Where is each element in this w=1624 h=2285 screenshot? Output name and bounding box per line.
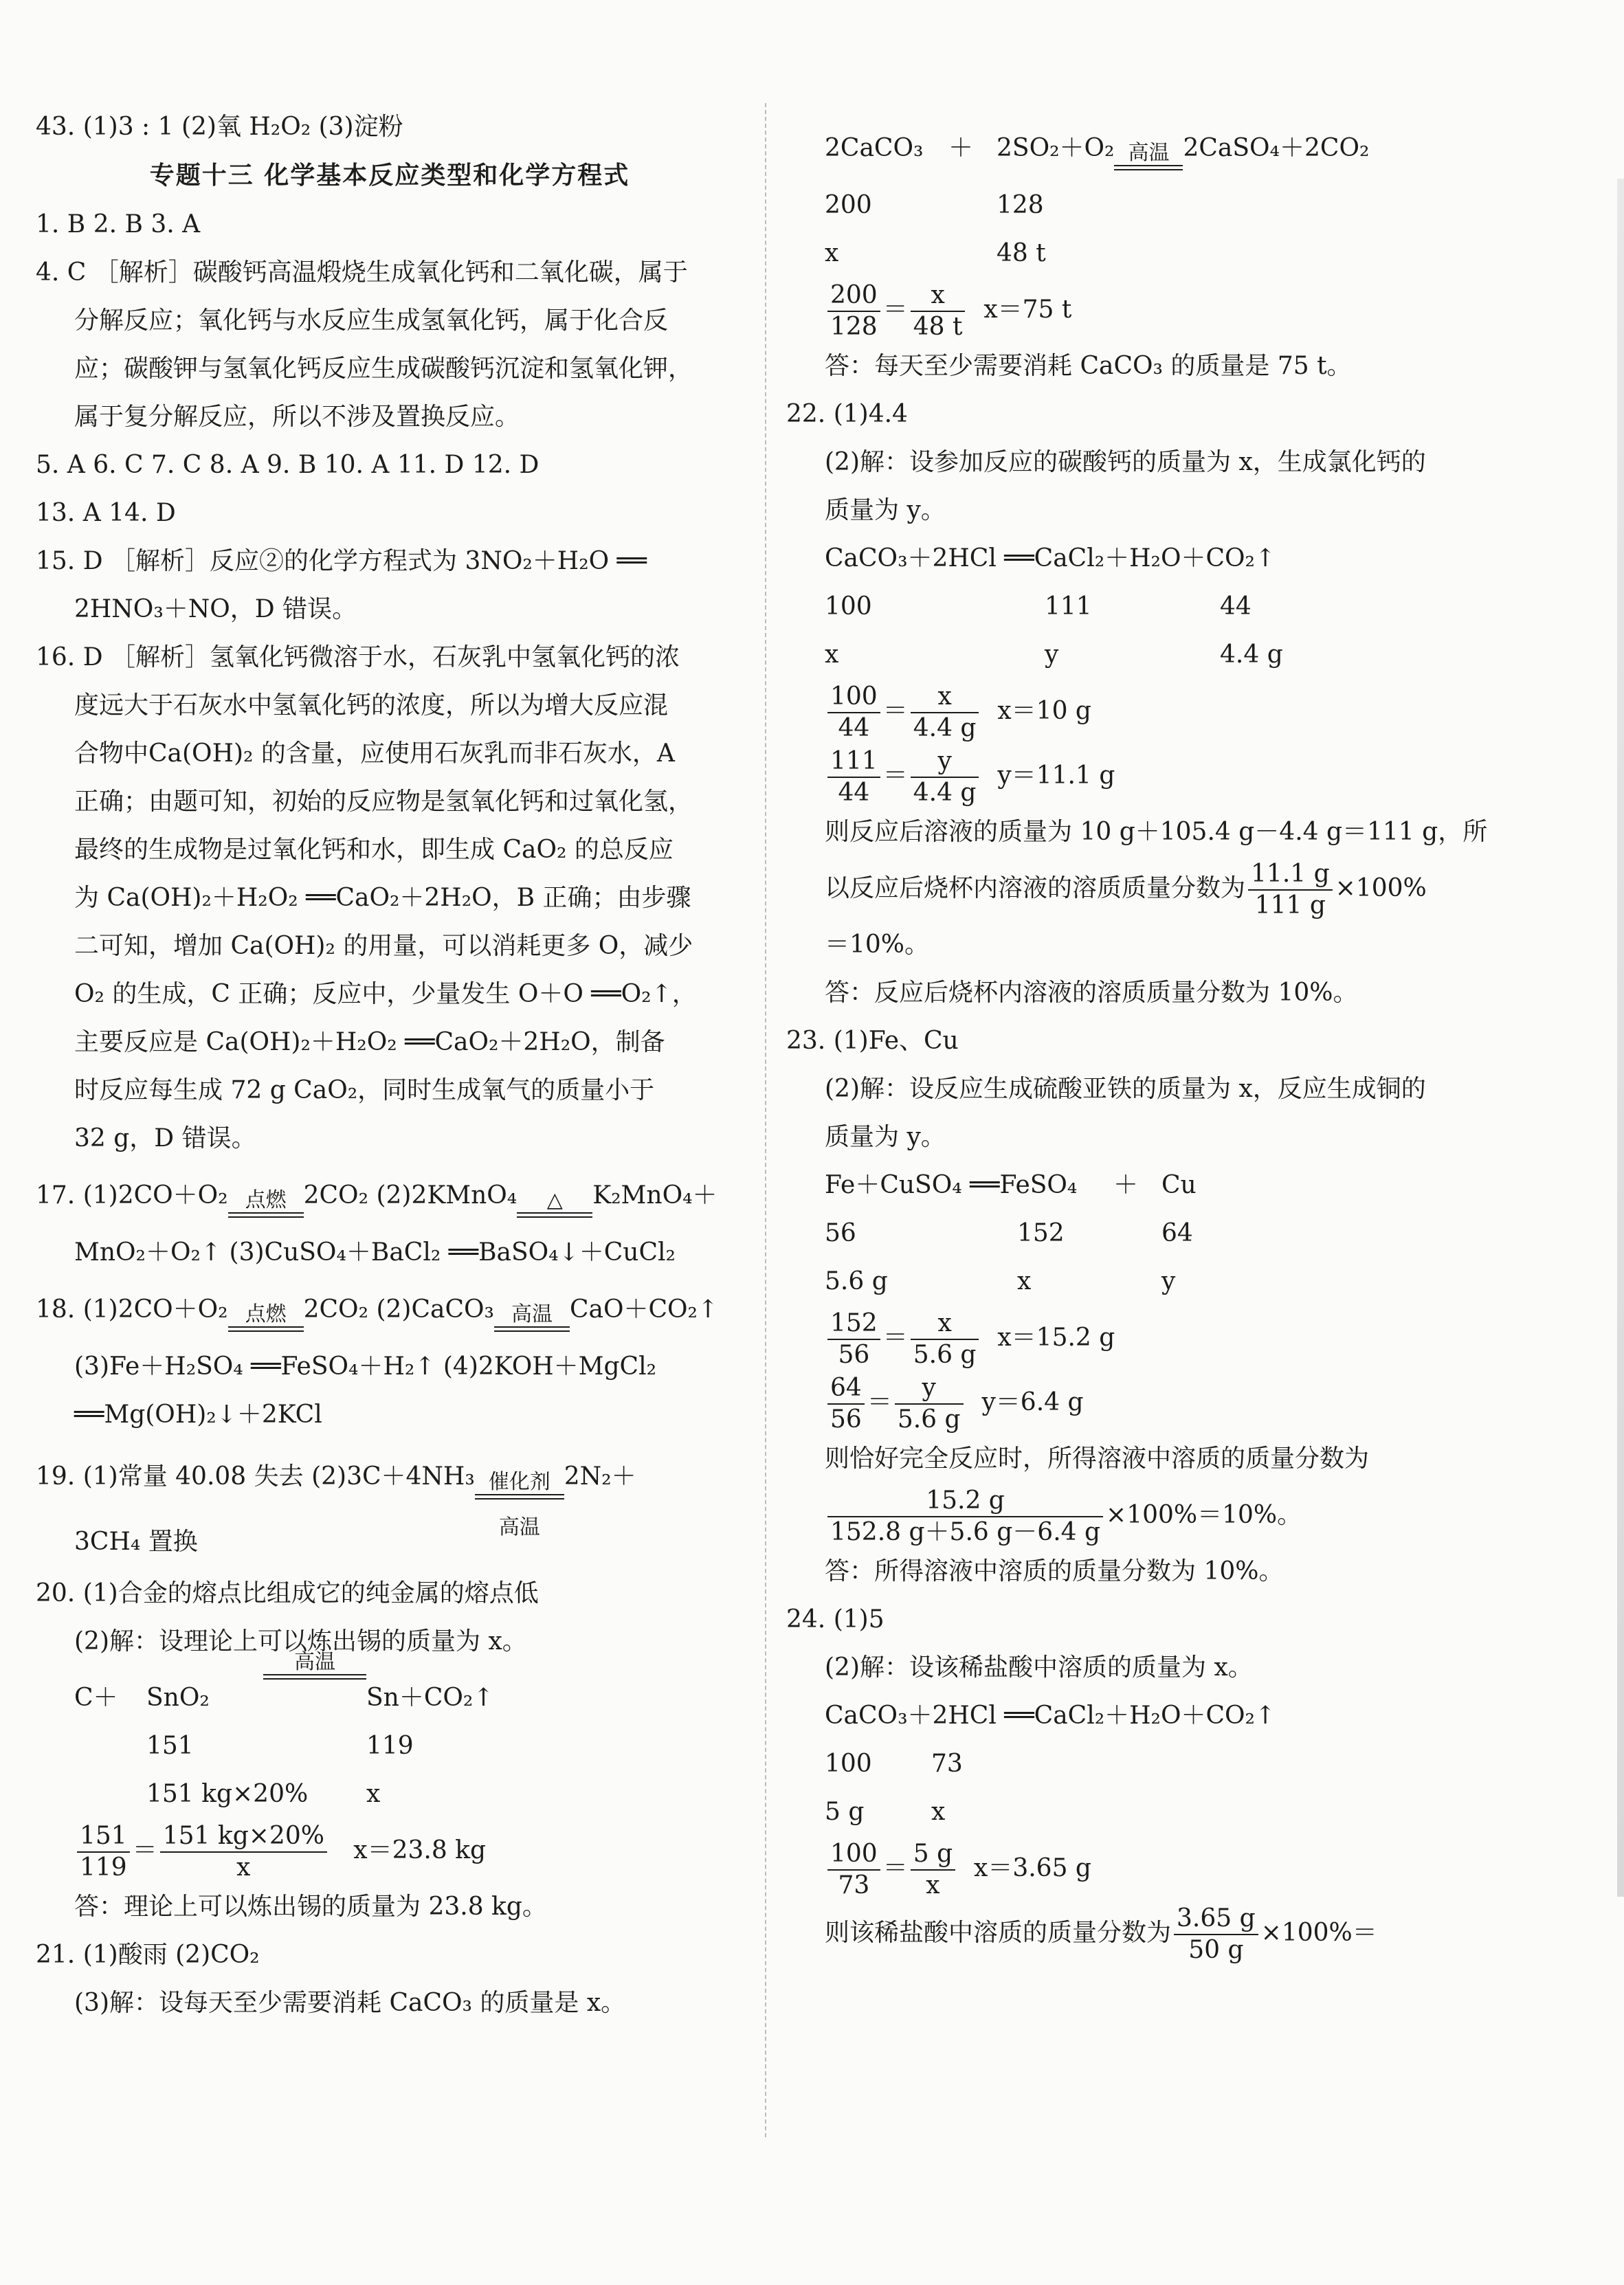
given-mass-row: 151 kg×20% x bbox=[146, 1780, 381, 1808]
reaction-arrow-ignite: 点燃 bbox=[228, 1212, 304, 1229]
answer-43: 43. (1)3 : 1 (2)氧 H₂O₂ (3)淀粉 bbox=[36, 113, 403, 141]
equation-row: C＋ SnO₂ 高温 Sn＋CO₂↑ bbox=[36, 1674, 744, 1722]
answer-18: 18. (1)2CO＋O₂ 点燃 2CO₂ (2)CaCO₃ 高温 CaO＋CO₂↑ (3)Fe＋H₂SO₄ ══FeSO₄＋H₂↑ (4)2KOH＋MgCl₂ ══Mg(OH)₂↓＋2KCl bbox=[36, 1295, 719, 1429]
proportion: $\frac{200}{128}$ ＝ $\frac{x}{48 t}$ x＝75 t bbox=[825, 278, 1553, 342]
page-edge-shadow bbox=[1617, 179, 1624, 1897]
answer-21: 21. (1)酸雨 (2)CO₂ (3)解：设每天至少需要消耗 CaCO₃ 的质量是 x。 bbox=[36, 1941, 626, 2017]
answer-22: 22. (1)4.4 (2)解：设参加反应的碳酸钙的质量为 x，生成氯化钙的 质量为 y。 CaCO₃＋2HCl ══CaCl₂＋H₂O＋CO₂↑ 100 111 44 x y 4.4 g $\frac{100}{44}$ ＝ $\frac{x}{4.4 g}$ x＝10 g $\frac{111}{44}$ ＝ $\frac{y}{4.4 g}$ y＝11.1 g 则反应后溶液的质量为 10 g＋105.4 g－4.4 g＝111 g，所 以反应后烧杯内溶液的溶质质量分数为 $\frac{11.1 g}{111 g}$ ×100% ＝10%。 答：反应后烧杯内溶液的溶质质量分数为 10%。 bbox=[786, 390, 1553, 1017]
proportion-x: $\frac{152}{56}$ ＝ $\frac{x}{5.6 g}$ x＝15.2 g bbox=[786, 1306, 1553, 1370]
answer-17: 17. (1)2CO＋O₂ 点燃 2CO₂ (2)2KMnO₄ △ K₂MnO₄＋ MnO₂＋O₂↑ (3)CuSO₄＋BaCl₂ ══BaSO₄↓＋CuCl₂ bbox=[36, 1181, 718, 1267]
mass-fraction-line: 以反应后烧杯内溶液的溶质质量分数为 $\frac{11.1 g}{111 g}$ ×100% bbox=[825, 860, 1427, 919]
mass-fraction-line: $\frac{15.2 g}{152.8 g+5.6 g-6.4 g}$ ×100%＝10%。 bbox=[786, 1483, 1553, 1548]
answers-13-14: 13. A 14. D bbox=[36, 499, 176, 527]
given-mass-row: x y 4.4 g bbox=[825, 640, 1283, 669]
reaction-arrow-high-temp: 高温 bbox=[1114, 165, 1183, 181]
proportion-y: $\frac{64}{56}$ ＝ $\frac{y}{5.6 g}$ y＝6.4 g bbox=[786, 1370, 1553, 1435]
answer-19: 19. (1)常量 40.08 失去 (2)3C＋4NH₃ 催化剂 高温 2N₂＋ 3CH₄ 置换 bbox=[36, 1462, 636, 1556]
mass-ratio-row: 56 152 64 bbox=[825, 1219, 1193, 1247]
answer-24: 24. (1)5 (2)解：设该稀盐酸中溶质的质量为 x。 CaCO₃＋2HCl ══CaCl₂＋H₂O＋CO₂↑ 100 73 5 g x $\frac{100}{73}$ ＝ $\frac{5 g}{x}$ x＝3.65 g 则该稀盐酸中溶质的质量分数为 $\frac{3.65 g}{50 g}$ ×100%＝ bbox=[786, 1596, 1553, 1965]
mass-fraction-line: 则该稀盐酸中溶质的质量分数为 $\frac{3.65 g}{50 g}$ ×100%＝ bbox=[825, 1904, 1377, 1964]
answers-1-3: 1. B 2. B 3. A bbox=[36, 210, 201, 238]
proportion-y: $\frac{111}{44}$ ＝ $\frac{y}{4.4 g}$ y＝11.1 g bbox=[786, 744, 1553, 808]
answers-5-12: 5. A 6. C 7. C 8. A 9. B 10. A 11. D 12. D bbox=[36, 451, 540, 479]
answer-20: 20. (1)合金的熔点比组成它的纯金属的熔点低 (2)解：设理论上可以炼出锡的质量为 x。 C＋ SnO₂ 高温 Sn＋CO₂↑ 151 119 151 kg×20% x $\frac{151}{119}$ ＝ $\frac{151 kg\times 20\%}{x}$ x＝23.8 kg 答：理论上可以炼出锡的质量为 23.8 kg。 bbox=[36, 1570, 744, 1931]
proportion: $\frac{151}{119}$ ＝ $\frac{151 kg\times 20\%}{x}$ x＝23.8 kg bbox=[36, 1818, 744, 1883]
equation-row: Fe＋CuSO₄ ══FeSO₄ ＋ Cu bbox=[825, 1171, 1197, 1199]
proportion-x: $\frac{100}{44}$ ＝ $\frac{x}{4.4 g}$ x＝10 g bbox=[786, 679, 1553, 744]
mass-ratio-row: 151 119 bbox=[146, 1732, 414, 1760]
mass-ratio-row: 100 111 44 bbox=[825, 592, 1252, 621]
answer-15: 15. D ［解析］反应②的化学方程式为 3NO₂＋H₂O ══ 2HNO₃＋NO，D 错误。 bbox=[36, 547, 647, 623]
equation-row: 2CaCO₃ ＋ 2SO₂＋O₂ 高温 2CaSO₄＋2CO₂ bbox=[825, 115, 1553, 181]
mass-ratio-row: 100 73 bbox=[825, 1750, 963, 1778]
section-heading: 专题十三 化学基本反应类型和化学方程式 bbox=[149, 161, 630, 190]
column-divider bbox=[765, 103, 766, 2137]
answer-23: 23. (1)Fe、Cu (2)解：设反应生成硫酸亚铁的质量为 x，反应生成铜的 质量为 y。 Fe＋CuSO₄ ══FeSO₄ ＋ Cu 56 152 64 5.6 g x y $\frac{152}{56}$ ＝ $\frac{x}{5.6 g}$ x＝15.2 g $\frac{64}{56}$ ＝ $\frac{y}{5.6 g}$ y＝6.4 g 则恰好完全反应时，所得溶液中溶质的质量分数为 $\frac{15.2 g}{152.8 g+5.6 g-6.4 g}$ ×100%＝10%。 答：所得溶液中溶质的质量分数为 10%。 bbox=[786, 1017, 1553, 1596]
left-column bbox=[36, 103, 744, 2027]
given-mass-row: x 48 t bbox=[825, 239, 1046, 267]
answer-16: 16. D ［解析］氢氧化钙微溶于水，石灰乳中氢氧化钙的浓 度远大于石灰水中氢氧化钙的浓度，所以为增大反应混 合物中Ca(OH)₂ 的含量，应使用石灰乳而非石灰水，A 正确；由题可知，初始的反应物是氢氧化钙和过氧化氢， 最终的生成物是过氧化钙和水，即生成 CaO₂ 的总反应 为 Ca(OH)₂＋H₂O₂ ══CaO₂＋2H₂O，B 正确；由步骤 二可知，增加 Ca(OH)₂ 的用量，可以消耗更多 O，减少 O₂ 的生成，C 正确；反应中，少量发生 O＋O ══O₂↑， 主要反应是 Ca(OH)₂＋H₂O₂ ══CaO₂＋2H₂O，制备 时反应每生成 72 g CaO₂，同时生成氧气的质量小于 32 g，D 错误。 bbox=[36, 643, 697, 1152]
right-column bbox=[786, 115, 1553, 1965]
given-mass-row: 5 g x bbox=[825, 1798, 946, 1826]
given-mass-row: 5.6 g x y bbox=[825, 1267, 1176, 1295]
mass-ratio-row: 200 128 bbox=[825, 191, 1044, 219]
reaction-arrow-ignite: 点燃 bbox=[228, 1326, 304, 1343]
answer-21-conclusion: 答：每天至少需要消耗 CaCO₃ 的质量是 75 t。 bbox=[825, 352, 1352, 380]
reaction-arrow-high-temp: 高温 bbox=[494, 1326, 570, 1343]
reaction-arrow-heat: △ bbox=[517, 1212, 592, 1229]
reaction-arrow-catalyst: 催化剂 高温 bbox=[475, 1494, 564, 1515]
proportion: $\frac{100}{73}$ ＝ $\frac{5 g}{x}$ x＝3.65 g bbox=[786, 1836, 1553, 1901]
reaction-arrow-high-temp: 高温 bbox=[263, 1674, 366, 1722]
answer-4: 4. C ［解析］碳酸钙高温煅烧生成氧化钙和二氧化碳，属于 分解反应；氧化钙与水反应生成氢氧化钙，属于化合反 应；碳酸钾与氢氧化钙反应生成碳酸钙沉淀和氢氧化钾， 属于复分解反应，所以不涉及置换反应。 bbox=[36, 258, 693, 431]
